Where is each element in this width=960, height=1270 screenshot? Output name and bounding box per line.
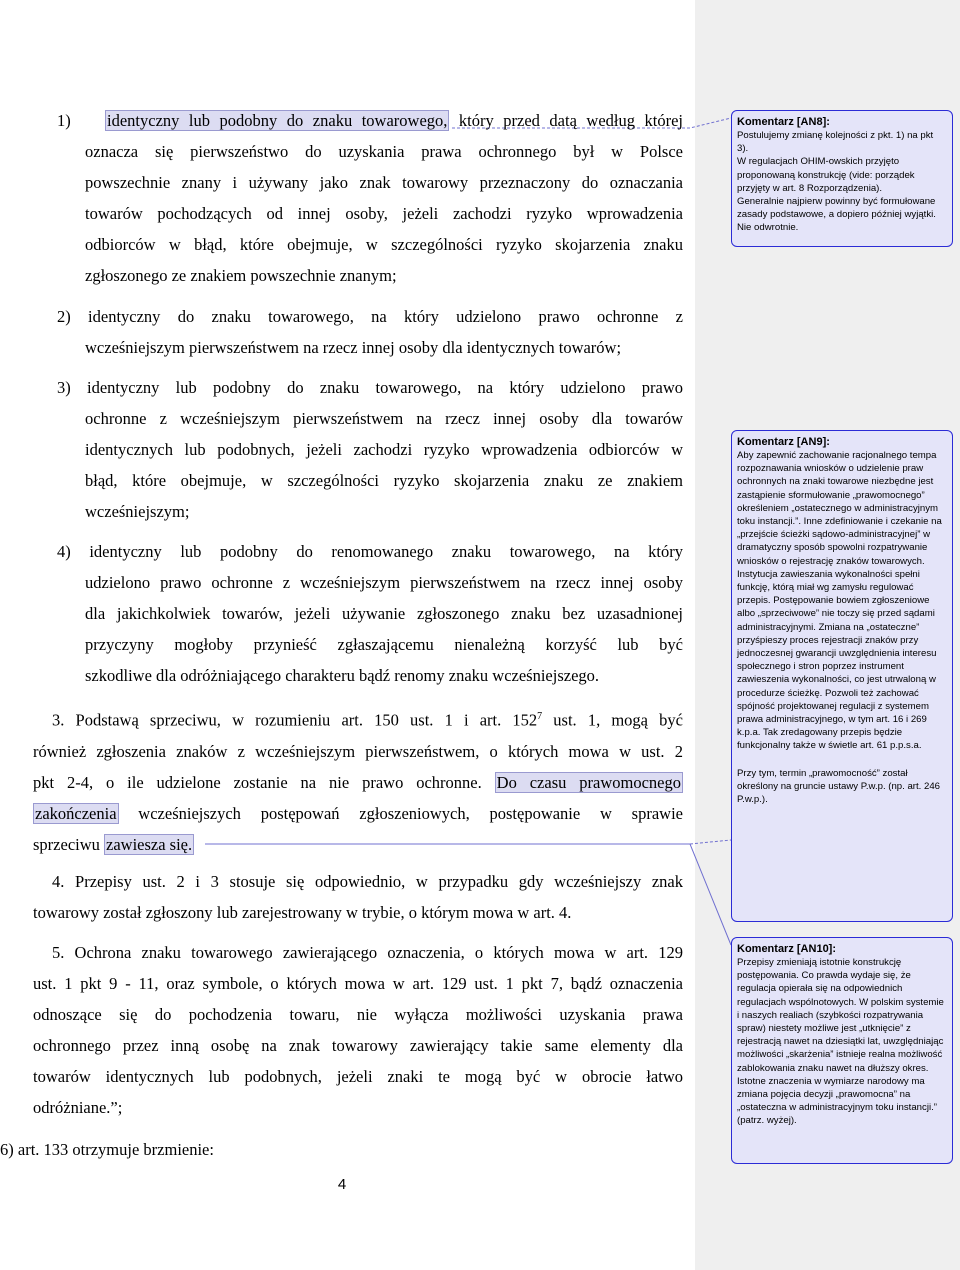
item-3-line-3: identycznych lub podobnych, jeżeli zachodzi ryzyko wprowadzenia odbiorców w	[85, 440, 683, 459]
comment-an9-text-2: Przy tym, termin „prawomocność” został określony na gruncie ustawy P.w.p. (np. art. 246 P.w.p.).	[737, 767, 941, 806]
item-3-line-5: wcześniejszym;	[85, 502, 190, 521]
paragraph-3-line-2: również zgłoszenia znaków z wcześniejszym pierwszeństwem, o których mowa w ust. 2	[33, 741, 683, 761]
paragraph-3-line-1: 3. Podstawą sprzeciwu, w rozumieniu art. 150 ust. 1 i art. $152^7$ ust. 1, mogą być	[52, 710, 683, 730]
highlight-an8[interactable]: identyczny lub podobny do znaku towarowego,	[107, 111, 448, 130]
paragraph-3-line-3: pkt 2-4, o ile udzielone zostanie na nie prawo ochronne. Do czasu prawomocnego	[33, 772, 681, 792]
paragraph-5-line-5: towarów identycznych lub podobnych, jeżeli znaki te mogą być w obrocie łatwo	[33, 1067, 683, 1086]
item-4-line-1: 4) identyczny lub podobny do renomowanego znaku towarowego, na który	[57, 542, 683, 561]
highlight-an10[interactable]: zawiesza się.	[106, 834, 193, 854]
item-1	[33, 105, 683, 291]
item-1-line-2: oznacza się pierwszeństwo do uzyskania prawa ochronnego był w Polsce	[85, 142, 683, 161]
paragraph-5	[33, 937, 683, 1123]
comment-an8[interactable]	[731, 110, 953, 247]
item-3-line-4: błąd, które obejmuje, w szczególności ryzyko skojarzenia znaku ze znakiem	[85, 471, 683, 490]
item-2-line-2: wcześniejszym pierwszeństwem na rzecz innej osoby dla identycznych towarów;	[85, 338, 622, 357]
comment-an8-title: Komentarz [AN8]:	[737, 116, 830, 128]
paragraph-3	[33, 701, 683, 860]
paragraph-4	[33, 866, 683, 928]
highlight-an9-start[interactable]: Do czasu prawomocnego	[496, 772, 681, 792]
paragraph-3-line-4: zakończenia wcześniejszych postępowań zgłoszeniowych, postępowanie w sprawie	[35, 803, 683, 823]
item-4-line-3: dla jakichkolwiek towarów, jeżeli używanie zgłoszonego znaku bez uzasadnionej	[85, 604, 683, 623]
item-1-line-6: zgłoszonego ze znakiem powszechnie znanym;	[85, 266, 397, 285]
paragraph-5-line-4: ochronnego przez inną osobę na znak towarowy zawierający takie same elementy dla	[33, 1036, 683, 1055]
paragraph-4-line-1: 4. Przepisy ust. 2 i 3 stosuje się odpowiednio, w przypadku gdy wcześniejszy znak	[52, 872, 683, 891]
item-4-line-4: przyczyny mogłoby przynieść zgłaszającemu nienależną korzyść lub być	[85, 635, 683, 654]
comment-an10[interactable]	[731, 937, 953, 1164]
comment-an8-text: Postulujemy zmianę kolejności z pkt. 1) na pkt 3). W regulacjach OHIM-owskich przyjęto proponowaną konstrukcję (vide: porządek przyjęty w art. 8 Rozporządzenia). Generalnie najpierw powinny być formułowane zasady podstawowe, a dopiero później wyjątki. Nie odwrotnie.	[737, 130, 936, 234]
comment-an9-title: Komentarz [AN9]:	[737, 436, 830, 448]
paragraph-5-line-3: odnoszące się do pochodzenia towaru, nie wyłącza możliwości uzyskania prawa	[33, 1005, 683, 1024]
item-2	[57, 301, 683, 363]
item-4	[57, 536, 683, 691]
comment-an10-text: Przepisy zmieniają istotnie konstrukcję postępowania. Co prawda wydaje się, że regulacja opierała się na odpowiednich regulacjach wspólnotowych. W polskim systemie i naszych realiach (szybkości rozpatrywania spraw) niestety możliwe jest „utknięcie” z rejestracją nawet na dziesiątki lat, uwzględniając możliwości „skarżenia” istnieje realna możliwość zablokowania znaku nawet na dłuższy okres. Istotne znaczenia w wymiarze narodowy ma zmiana pojęcia decyzji „prawomocna” na „ostateczna w administracyjnym toku instancji.” (patrz. wyżej).	[737, 957, 944, 1127]
item-1-line-5: odbiorców w błąd, które obejmuje, w szczególności ryzyko skojarzenia znaku	[85, 235, 683, 254]
item-3	[57, 372, 683, 527]
item-1-line-3: powszechnie znany i używany jako znak towarowy przeznaczony do oznaczania	[85, 173, 683, 192]
item-1-line-4: towarów pochodzących od innej osoby, jeżeli zachodzi ryzyko wprowadzenia	[85, 204, 683, 223]
item-2-line-1: 2) identyczny do znaku towarowego, na który udzielono prawo ochronne z	[57, 307, 683, 326]
paragraph-4-line-2: towarowy został zgłoszony lub zarejestrowany w trybie, o którym mowa w art. 4.	[33, 903, 572, 922]
comment-an10-title: Komentarz [AN10]:	[737, 943, 837, 955]
paragraph-5-line-6: odróżniane.”;	[33, 1098, 123, 1117]
comment-an9-text: Aby zapewnić zachowanie racjonalnego tempa rozpoznawania wniosków o udzielenie praw ochronnych na znaki towarowe niezbędne jest zastąpienie sformułowanie „prawomocnego” określeniem „ostatecznego w administracyjnym toku instancji.”. Inne zdefiniowanie i czekanie na „przejście ścieżki sądowo-administracyjnej” w dramatyczny sposób spowolni rozpatrywanie wniosków o rejestrację znaków towarowych. Instytucja zawieszania wykonalności spełni funkcję, którą miał wg zamysłu regulować przepis. Postępowanie bowiem zgłoszeniowe albo „sprzeciwowe” nie toczy się przed sądami administracyjnymi. Zmiana na „ostateczne” przyśpieszy proces rejestracji znaków przy jednoczesnej gwarancji uwzględnienia interesu społecznego i stron poprzez instrument zawieszenia wykonalności, co jest utrwaloną w procedurze ścieżkę. Pozwoli też zachować spójność projektowanej regulacji z systemem prawa administracyjnego, w tym art. 16 i 269 k.p.a. Tak zredagowany przepis będzie funkcjonalny także w świetle art. 61 p.p.s.a.	[737, 450, 942, 752]
item-3-line-2: ochronne z wcześniejszym pierwszeństwem na rzecz innej osoby dla towarów	[85, 409, 683, 428]
paragraph-5-line-1: 5. Ochrona znaku towarowego zawierającego oznaczenia, o których mowa w art. 129	[52, 943, 683, 962]
highlight-an9-end[interactable]: zakończenia	[35, 803, 117, 823]
paragraph-3-line-5: sprzeciwu zawiesza się.	[33, 834, 193, 854]
item-4-line-5: szkodliwe dla odróżniającego charakteru bądź renomy znaku wcześniejszego.	[85, 666, 600, 685]
item-1-line-1: identyczny lub podobny do znaku towarowego, który przed datą według której	[107, 111, 683, 130]
page-number: 4	[337, 1176, 347, 1193]
item-4-line-2: udzielono prawo ochronne z wcześniejszym pierwszeństwem na rzecz innej osoby	[85, 573, 683, 592]
paragraph-5-line-2: ust. 1 pkt 9 - 11, oraz symbole, o których mowa w art. 129 ust. 1 pkt 7, bądź oznaczenia	[33, 974, 683, 993]
item-3-line-1: 3) identyczny lub podobny do znaku towarowego, na który udzielono prawo	[57, 378, 683, 397]
paragraph-6-line-1: 6) art. 133 otrzymuje brzmienie:	[0, 1140, 214, 1159]
paragraph-6	[0, 1134, 400, 1165]
comment-an9[interactable]	[731, 430, 953, 922]
item-1-number: 1)	[57, 111, 71, 130]
